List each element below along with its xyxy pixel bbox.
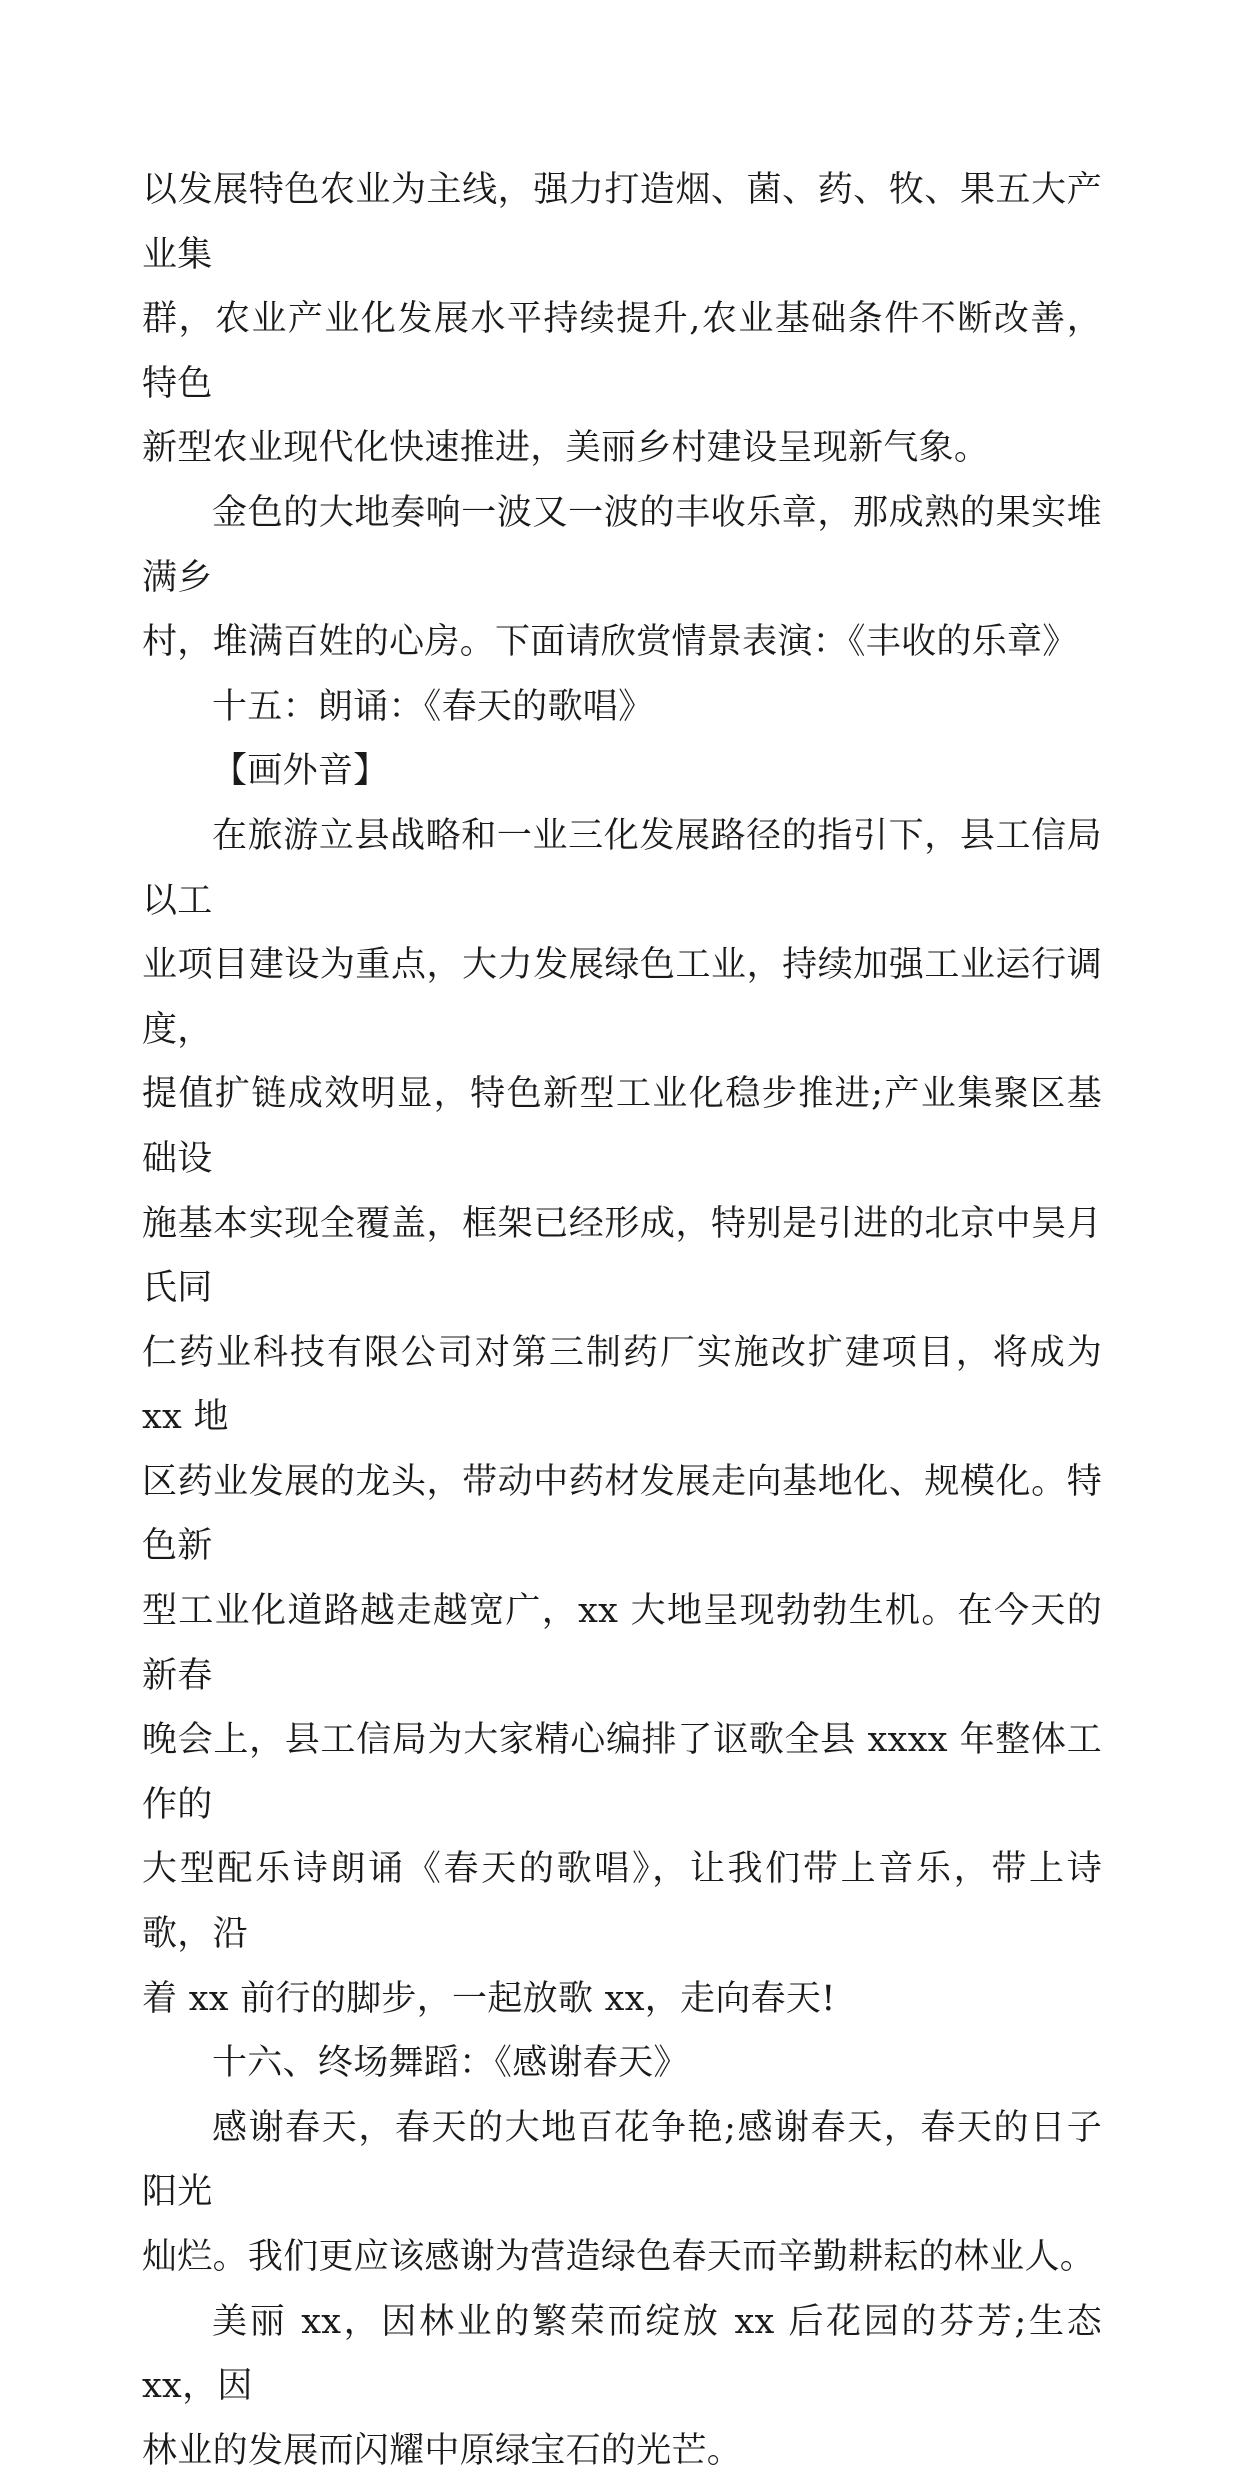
section-heading-16: 十六、终场舞蹈：《感谢春天》 [212,2043,689,2084]
text-line-17: 着 xx 前行的脚步，一起放歌 xx，走向春天! [142,1978,836,2019]
document-body [142,158,1102,2483]
text-line-20: 灿烂。我们更应该感谢为营造绿色春天而辛勤耕耘的林业人。 [142,2237,1096,2277]
text-line-22: 林业的发展而闪耀中原绿宝石的光芒。 [142,2430,743,2471]
text-line-15: 晚会上，县工信局为大家精心编排了讴歌全县 xxxx 年整体工作的 [142,1720,1102,1825]
text-line-1: 以发展特色农业为主线，强力打造烟、菌、药、牧、果五大产业集 [142,170,1102,275]
text-line-12: 仁药业科技有限公司对第三制药厂实施改扩建项目，将成为 xx 地 [142,1332,1102,1438]
text-line-10: 提值扩链成效明显，特色新型工业化稳步推进;产业集聚区基础设 [142,1074,1102,1179]
text-line-14: 型工业化道路越走越宽广，xx 大地呈现勃勃生机。在今天的新春 [142,1591,1102,1696]
text-line-2: 群，农业产业化发展水平持续提升,农业基础条件不断改善，特色 [142,299,1102,404]
text-line-11: 施基本实现全覆盖，框架已经形成，特别是引进的北京中昊月氏同 [142,1203,1102,1309]
text-line-16: 大型配乐诗朗诵《春天的歌唱》，让我们带上音乐，带上诗歌，沿 [142,1849,1102,1955]
text-line-21: 美丽 xx，因林业的繁荣而绽放 xx 后花园的芬芳;生态 xx，因 [142,2301,1102,2407]
text-line-3: 新型农业现代化快速推进，美丽乡村建设呈现新气象。 [142,428,990,469]
section-heading-15: 十五：朗诵：《春天的歌唱》 [212,686,654,727]
text-line-9: 业项目建设为重点，大力发展绿色工业，持续加强工业运行调度， [142,945,1102,1050]
text-line-13: 区药业发展的龙头，带动中药材发展走向基地化、规模化。特色新 [142,1461,1102,1567]
text-line-5: 村，堆满百姓的心房。下面请欣赏情景表演：《丰收的乐章》 [142,622,1078,663]
text-line-19: 感谢春天，春天的大地百花争艳;感谢春天，春天的日子阳光 [142,2107,1102,2213]
text-line-4: 金色的大地奏响一波又一波的丰收乐章，那成熟的果实堆满乡 [142,492,1102,598]
voiceover-label: 【画外音】 [212,751,389,792]
text-line-8: 在旅游立县战略和一业三化发展路径的指引下，县工信局以工 [142,815,1102,921]
